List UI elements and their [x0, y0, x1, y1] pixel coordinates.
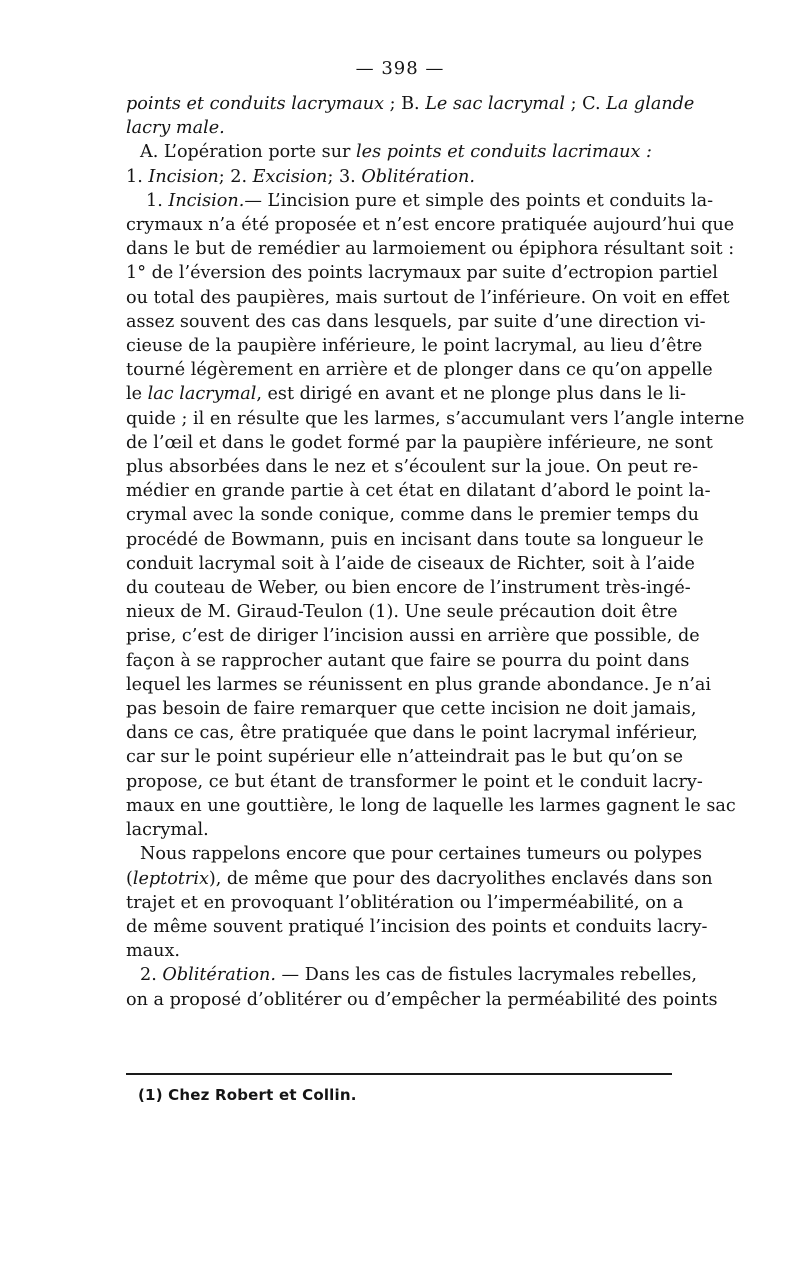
- footnote-divider: [126, 1073, 672, 1075]
- text-line: lacrymal.: [126, 820, 209, 841]
- italic-span: Oblitération.: [162, 965, 276, 986]
- text-line: plus absorbées dans le nez et s’écoulent sur la joue. On peut re-: [126, 457, 699, 478]
- italic-span: lac lacrymal: [147, 384, 257, 405]
- page-number: — 398 —: [355, 58, 445, 79]
- italic-span: La glande: [606, 94, 695, 114]
- text-line: dans le but de remédier au larmoiement ou épiphora résultant soit :: [126, 239, 735, 260]
- text-line: de même souvent pratiqué l’incision des points et conduits lacry-: [126, 916, 708, 937]
- text-line: on a proposé d’oblitérer ou d’empêcher la perméabilité des points: [126, 989, 718, 1010]
- italic-span: Oblitération.: [361, 166, 475, 187]
- text-line: ou total des paupières, mais surtout de l’inférieure. On voit en effet: [126, 287, 730, 308]
- text-line: cieuse de la paupière inférieure, le point lacrymal, au lieu d’être: [126, 336, 703, 357]
- text-line: façon à se rapprocher autant que faire se pourra du point dans: [126, 650, 690, 671]
- text-line: nieux de M. Giraud-Teulon (1). Une seule précaution doit être: [126, 602, 678, 623]
- text-line: lequel les larmes se réunissent en plus grande abondance. Je n’ai: [126, 674, 712, 695]
- text-line: pas besoin de faire remarquer que cette incision ne doit jamais,: [126, 699, 697, 720]
- text-line: dans ce cas, être pratiquée que dans le point lacrymal inférieur,: [126, 723, 698, 744]
- italic-span: Incision.: [168, 190, 245, 211]
- text-line: 1. Incision; 2. Excision; 3. Oblitération.: [126, 166, 475, 187]
- text-line: prise, c’est de diriger l’incision aussi en arrière que possible, de: [126, 626, 700, 647]
- italic-span: points et conduits lacrymaux: [126, 94, 385, 114]
- text-line: crymaux n’a été proposée et n’est encore pratiquée aujourd’hui que: [126, 215, 735, 236]
- italic-span: leptotrix: [132, 868, 209, 889]
- text-line: car sur le point supérieur elle n’atteindrait pas le but qu’on se: [126, 747, 684, 768]
- text-line: A. L’opération porte sur les points et conduits lacrimaux :: [140, 142, 652, 163]
- text-line: 2. Oblitération. — Dans les cas de fistules lacrymales rebelles,: [140, 965, 697, 986]
- text-line: de l’œil et dans le godet formé par la paupière inférieure, ne sont: [126, 432, 713, 453]
- text-line: 1° de l’éversion des points lacrymaux par suite d’ectropion partiel: [126, 263, 718, 284]
- text-line: procédé de Bowmann, puis en incisant dans toute sa longueur le: [126, 529, 704, 550]
- italic-span: les points et conduits lacrimaux :: [356, 142, 652, 163]
- text-line: tourné légèrement en arrière et de plonger dans ce qu’on appelle: [126, 360, 713, 381]
- text-line: points et conduits lacrymaux ; B. Le sac lacrymal ; C. La glande: [126, 94, 695, 114]
- text-line: [126, 116, 672, 140]
- italic-span: Le sac lacrymal: [425, 94, 566, 114]
- text-line: (leptotrix), de même que pour des dacryolithes enclavés dans son: [126, 868, 713, 889]
- body-text: [126, 92, 745, 1012]
- text-line: maux en une gouttière, le long de laquelle les larmes gagnent le sac: [126, 795, 736, 816]
- italic-span: Incision: [148, 166, 219, 187]
- text-line: conduit lacrymal soit à l’aide de ciseaux de Richter, soit à l’aide: [126, 553, 695, 574]
- italic-span: lacry male.: [126, 118, 225, 139]
- text-line: médier en grande partie à cet état en dilatant d’abord le point la-: [126, 481, 711, 502]
- text-line: crymal avec la sonde conique, comme dans le premier temps du: [126, 505, 700, 526]
- footnote: (1) Chez Robert et Collin.: [138, 1086, 357, 1104]
- text-line: trajet et en provoquant l’oblitération ou l’imperméabilité, on a: [126, 892, 684, 913]
- text-line: maux.: [126, 941, 181, 962]
- text-line: propose, ce but étant de transformer le point et le conduit lacry-: [126, 771, 703, 792]
- text-line: assez souvent des cas dans lesquels, par suite d’une direction vi-: [126, 311, 706, 332]
- text-line: 1. Incision.— L’incision pure et simple des points et conduits la-: [146, 190, 714, 211]
- italic-span: Excision: [252, 166, 328, 187]
- text-line: du couteau de Weber, ou bien encore de l’instrument très-ingé-: [126, 578, 691, 599]
- text-line: quide ; il en résulte que les larmes, s’accumulant vers l’angle interne: [126, 408, 745, 429]
- text-line: Nous rappelons encore que pour certaines tumeurs ou polypes: [140, 844, 703, 865]
- text-line: le lac lacrymal, est dirigé en avant et ne plonge plus dans le li-: [126, 384, 686, 405]
